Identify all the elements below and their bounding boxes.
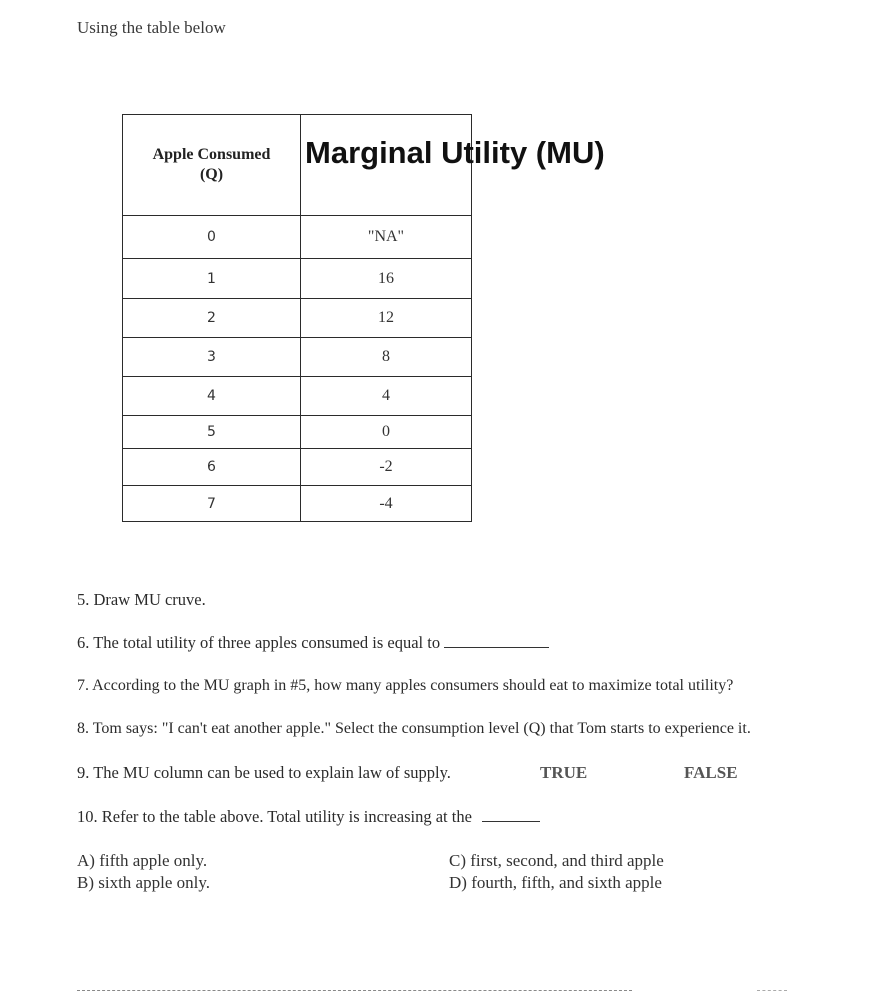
q-cell: 0 (123, 216, 301, 259)
choice-b[interactable]: B) sixth apple only. (77, 873, 210, 892)
mu-cell: 0 (301, 416, 472, 449)
question-9: 9. The MU column can be used to explain law of supply. (77, 763, 451, 782)
mu-cell: 12 (301, 299, 472, 338)
dashed-divider (77, 990, 632, 991)
choice-c[interactable]: C) first, second, and third apple (449, 851, 664, 870)
choice-d[interactable]: D) fourth, fifth, and sixth apple (449, 873, 662, 892)
q-cell: 5 (123, 416, 301, 449)
header-q-line2: (Q) (199, 166, 224, 183)
question-8: 8. Tom says: "I can't eat another apple." Select the consumption level (Q) that Tom starts to experience it. (77, 720, 751, 737)
marginal-utility-table (122, 114, 605, 522)
answer-blank[interactable] (444, 647, 549, 648)
header-mu-cell (301, 115, 605, 216)
q-cell: 1 (123, 259, 301, 299)
table-row (123, 216, 472, 259)
mu-cell: 16 (301, 259, 472, 299)
dashed-divider-fragment (757, 990, 787, 991)
table-row (123, 377, 472, 416)
mu-cell: -4 (301, 486, 472, 522)
header-q-line1: Apple Consumed (152, 146, 271, 163)
q-cell: 3 (123, 338, 301, 377)
mu-cell: -2 (301, 449, 472, 486)
question-6-text: 6. The total utility of three apples consumed is equal to (77, 633, 441, 652)
true-option[interactable]: TRUE (540, 763, 588, 782)
question-10 (77, 807, 540, 827)
mu-cell: "NA" (301, 216, 472, 259)
q-cell: 2 (123, 299, 301, 338)
q-cell: 6 (123, 449, 301, 486)
q-cell: 4 (123, 377, 301, 416)
table-row (123, 299, 472, 338)
question-10-text: 10. Refer to the table above. Total utility is increasing at the (77, 807, 472, 826)
false-option[interactable]: FALSE (684, 763, 738, 782)
table-row (123, 338, 472, 377)
table-row (123, 416, 472, 449)
table-row (123, 449, 472, 486)
mu-cell: 8 (301, 338, 472, 377)
question-7: 7. According to the MU graph in #5, how many apples consumers should eat to maximize total utility? (77, 677, 734, 694)
question-6 (77, 633, 549, 653)
table-header-row (123, 115, 472, 216)
question-5: 5. Draw MU cruve. (77, 590, 206, 609)
header-apple-consumed (123, 115, 301, 216)
table-row (123, 259, 472, 299)
mu-cell: 4 (301, 377, 472, 416)
choice-a[interactable]: A) fifth apple only. (77, 851, 208, 870)
table-row (123, 486, 472, 522)
header-marginal-utility: Marginal Utility (MU) (305, 135, 605, 170)
answer-blank[interactable] (482, 821, 540, 822)
intro-text: Using the table below (77, 18, 226, 37)
q-cell: 7 (123, 486, 301, 522)
